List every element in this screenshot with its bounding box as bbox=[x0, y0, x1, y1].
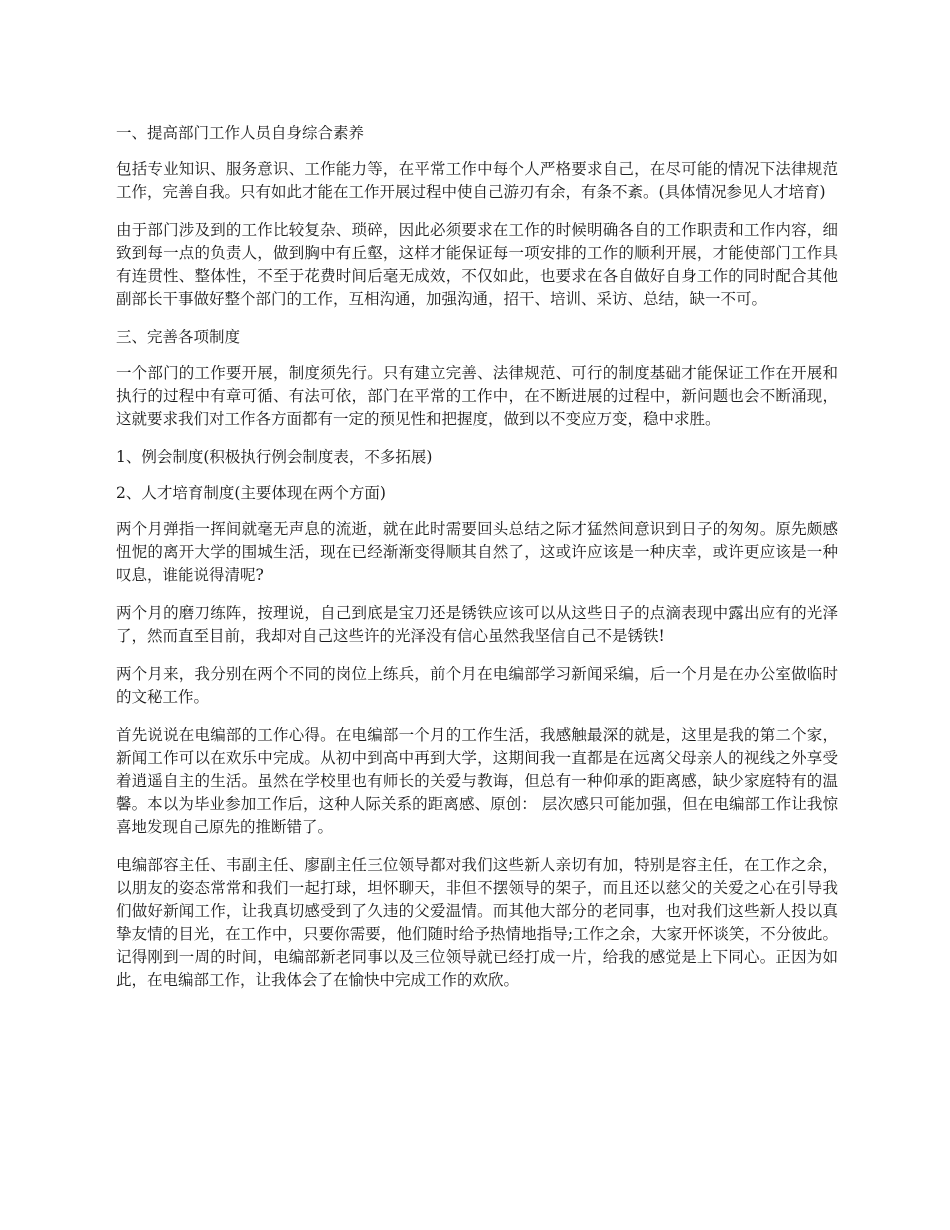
subheading-talent-system: 2、人才培育制度(主要体现在两个方面) bbox=[116, 484, 386, 502]
paragraph: 由于部门涉及到的工作比较复杂、琐碎，因此必须要求在工作的时候明确各自的工作职责和工作内容，细致到每一点的负责人，做到胸中有丘壑，这样才能保证每一项安排的工作的顺利开展，才能使部门工作具有连贯性、整体性，不至于花费时间后毫无成效，不仅如此，也要求在各自做好自身工作的同时配合其他副部长干事做好整个部门的工作，互相沟通，加强沟通，招干、培训、采访、总结，缺一不可。 bbox=[116, 221, 838, 308]
paragraph: 两个月弹指一挥间就毫无声息的流逝，就在此时需要回头总结之际才猛然间意识到日子的匆匆。原先颇感忸怩的离开大学的围城生活，现在已经渐渐变得顺其自然了，这或许应该是一种庆幸，或许更应该是一种叹息，谁能说得清呢? bbox=[116, 520, 838, 584]
paragraph: 两个月来，我分别在两个不同的岗位上练兵，前个月在电编部学习新闻采编，后一个月是在办公室做临时的文秘工作。 bbox=[116, 665, 838, 706]
paragraph: 首先说说在电编部的工作心得。在电编部一个月的工作生活，我感触最深的就是，这里是我的第二个家，新闻工作可以在欢乐中完成。从初中到高中再到大学，这期间我一直都是在远离父母亲人的视线之外享受着逍遥自主的生活。虽然在学校里也有师长的关爱与教诲，但总有一种仰承的距离感，缺少家庭特有的温馨。本以为毕业参加工作后，这种人际关系的距离感、原创： 层次感只可能加强，但在电编部工作让我惊喜地发现自己原先的推断错了。 bbox=[116, 726, 838, 836]
subheading-meeting-system: 1、例会制度(积极执行例会制度表，不多拓展) bbox=[116, 448, 433, 466]
paragraph: 两个月的磨刀练阵，按理说，自己到底是宝刀还是锈铁应该可以从这些日子的点滴表现中露出应有的光泽了，然而直至目前，我却对自己这些许的光泽没有信心虽然我坚信自己不是锈铁! bbox=[116, 604, 838, 645]
paragraph: 包括专业知识、服务意识、工作能力等，在平常工作中每个人严格要求自己，在尽可能的情况下法律规范工作，完善自我。只有如此才能在工作开展过程中使自己游刃有余，有条不紊。(具体情况参见人才培育) bbox=[116, 160, 838, 201]
document-body bbox=[116, 122, 838, 1007]
section-heading-1: 一、提高部门工作人员自身综合素养 bbox=[116, 124, 365, 142]
section-heading-3: 三、完善各项制度 bbox=[116, 328, 241, 346]
paragraph: 电编部容主任、韦副主任、廖副主任三位领导都对我们这些新人亲切有加，特别是容主任，在工作之余，以朋友的姿态常常和我们一起打球，坦怀聊天，非但不摆领导的架子，而且还以慈父的关爱之心在引导我们做好新闻工作，让我真切感受到了久违的父爱温情。而其他大部分的老同事，也对我们这些新人投以真挚友情的目光，在工作中，只要你需要，他们随时给予热情地指导;工作之余，大家开怀谈笑，不分彼此。记得刚到一周的时间，电编部新老同事以及三位领导就已经打成一片，给我的感觉是上下同心。正因为如此，在电编部工作，让我体会了在愉快中完成工作的欢欣。 bbox=[116, 856, 838, 989]
paragraph: 一个部门的工作要开展，制度须先行。只有建立完善、法律规范、可行的制度基础才能保证工作在开展和执行的过程中有章可循、有法可依，部门在平常的工作中，在不断进展的过程中，新问题也会不断涌现，这就要求我们对工作各方面都有一定的预见性和把握度，做到以不变应万变，稳中求胜。 bbox=[116, 364, 838, 428]
